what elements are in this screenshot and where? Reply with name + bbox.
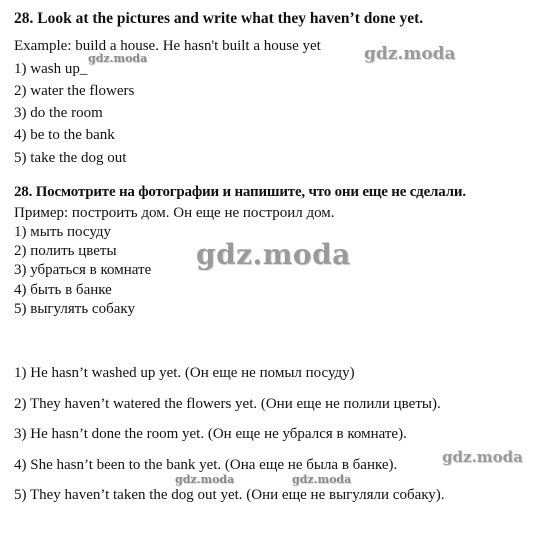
task-item-ru-2: 2) полить цветы	[14, 243, 117, 259]
task-example-en: Example: build a house. He hasn't built a house yet	[14, 38, 321, 54]
task-item-en-4: 4) be to the bank	[14, 127, 115, 143]
task-heading-ru: 28. Посмотрите на фотографии и напишите, что они еще не сделали.	[14, 184, 466, 200]
task-example-ru: Пример: построить дом. Он еще не построил дом.	[14, 205, 335, 221]
task-item-en-3: 3) do the room	[14, 105, 103, 121]
task-item-ru-1: 1) мыть посуду	[14, 224, 112, 240]
task-item-ru-3: 3) убраться в комнате	[14, 262, 152, 278]
task-item-en-1: 1) wash up_	[14, 61, 88, 77]
watermark-mid-2: gdz.moda	[442, 448, 523, 466]
task-heading-en: 28. Look at the pictures and write what they haven’t done yet.	[14, 10, 424, 27]
answer-1: 1) He hasn’t washed up yet. (Он еще не помыл посуду)	[14, 365, 355, 381]
answer-4: 4) She hasn’t been to the bank yet. (Она еще не была в банке).	[14, 457, 398, 473]
watermark-small-3: gdz.moda	[292, 473, 352, 486]
watermark-big: gdz.moda	[196, 238, 351, 271]
watermark-small-2: gdz.moda	[175, 473, 235, 486]
task-item-en-5: 5) take the dog out	[14, 150, 127, 166]
answer-2: 2) They haven’t watered the flowers yet. (Они еще не полили цветы).	[14, 396, 441, 412]
watermark-small-1: gdz.moda	[88, 52, 148, 65]
watermark-mid-1: gdz.moda	[364, 44, 456, 64]
answer-5: 5) They haven’t taken the dog out yet. (Они еще не выгуляли собаку).	[14, 487, 445, 503]
task-item-ru-4: 4) быть в банке	[14, 282, 112, 298]
task-item-ru-5: 5) выгулять собаку	[14, 301, 135, 317]
task-item-en-2: 2) water the flowers	[14, 83, 135, 99]
answer-3: 3) He hasn’t done the room yet. (Он еще не убрался в комнате).	[14, 426, 407, 442]
